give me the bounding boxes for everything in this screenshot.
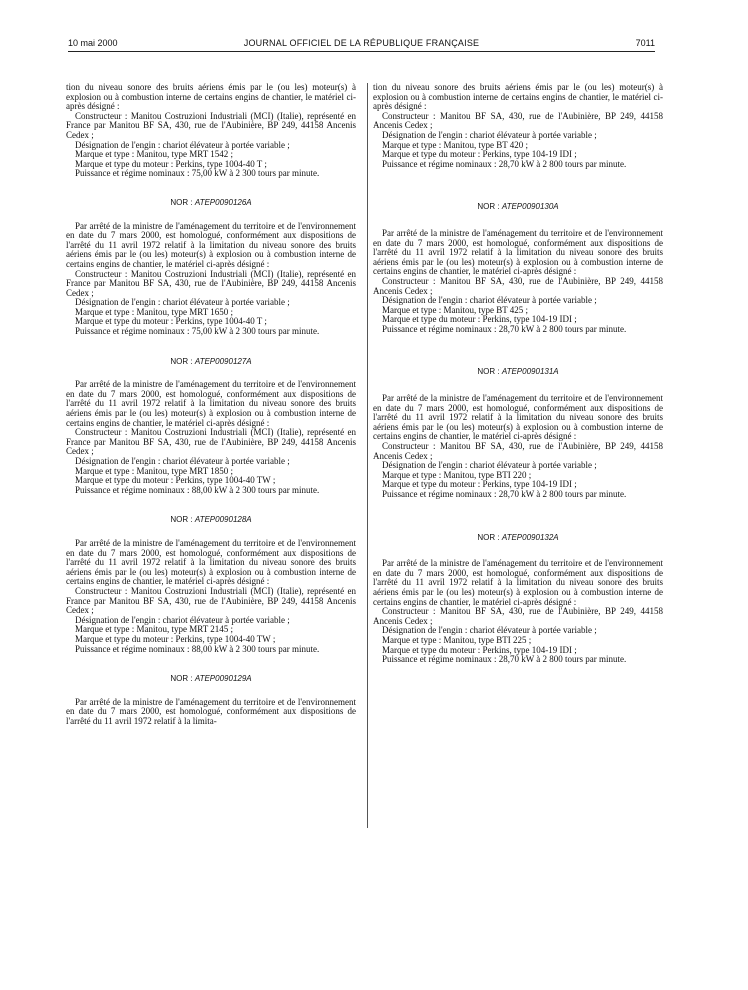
constructeur-line: Constructeur : Manitou Costruzioni Industriali (MCI) (Italie), représenté en France par Manitou BF SA, 430, rue de l'Aubinière, BP 249, 44158 Ancenis Cedex ; xyxy=(66,427,356,457)
marque-type-line: Marque et type : Manitou, type BTI 220 ; xyxy=(382,469,532,480)
arrete-text: Par arrêté de la ministre de l'aménagement du territoire et de l'environnement en date du 7 mars 2000, est homologué, conformément aux dispositions de l'arrêté du 11 avril 1972 relatif à la limitation du niveau sonore des bruits aériens émis par le (ou les) moteur(s) à explosion ou à combustion interne de certains engins de chantier, le matériel ci-après désigné : xyxy=(373,558,663,607)
nor-label: NOR : xyxy=(477,367,500,377)
arrete-text: Par arrêté de la ministre de l'aménagement du territoire et de l'environnement en date du 7 mars 2000, est homologué, conformément aux dispositions de l'arrêté du 11 avril 1972 relatif à la limitation du niveau sonore des bruits aériens émis par le (ou les) moteur(s) à explosion ou à combustion interne de certains engins de chantier, le matériel ci-après désigné : xyxy=(66,220,356,269)
notice-section xyxy=(373,202,663,334)
nor-code: ATEP0090127A xyxy=(194,356,252,366)
marque-type-line: Marque et type : Manitou, type MRT 1650 ; xyxy=(75,306,234,317)
moteur-line: Marque et type du moteur : Perkins, type 1004-40 T ; xyxy=(75,316,267,327)
arrete-text: tion du niveau sonore des bruits aériens émis par le (ou les) moteur(s) à explosion ou à combustion interne de certains engins de chantier, le matériel ci-après désigné : xyxy=(373,82,663,112)
nor-code: ATEP0090130A xyxy=(501,202,559,212)
arrete-text: tion du niveau sonore des bruits aériens émis par le (ou les) moteur(s) à explosion ou à combustion interne de certains engins de chantier, le matériel ci-après désigné : xyxy=(66,82,356,112)
notice-continued xyxy=(373,83,663,169)
marque-type-line: Marque et type : Manitou, type MRT 1542 ; xyxy=(75,149,234,160)
notice-section xyxy=(66,198,356,337)
journal-title: JOURNAL OFFICIEL DE LA RÉPUBLIQUE FRANÇAISE xyxy=(243,38,480,48)
constructeur-line: Constructeur : Manitou Costruzioni Industriali (MCI) (Italie), représenté en France par Manitou BF SA, 430, rue de l'Aubinière, BP 249, 44158 Ancenis Cedex ; xyxy=(66,110,356,140)
nor-code: ATEP0090131A xyxy=(501,367,559,377)
moteur-line: Marque et type du moteur : Perkins, type 104-19 IDI ; xyxy=(382,314,577,325)
nor-code: ATEP0090126A xyxy=(194,197,252,207)
designation-line: Désignation de l'engin : chariot élévateur à portée variable ; xyxy=(382,129,597,140)
marque-type-line: Marque et type : Manitou, type BT 420 ; xyxy=(382,139,529,150)
constructeur-line: Constructeur : Manitou BF SA, 430, rue de l'Aubinière, BP 249, 44158 Ancenis Cedex ; xyxy=(373,441,663,461)
right-column xyxy=(373,83,663,665)
nor-label: NOR : xyxy=(170,674,193,684)
notice-section xyxy=(66,674,356,726)
designation-line: Désignation de l'engin : chariot élévateur à portée variable ; xyxy=(75,614,290,625)
nor-reference xyxy=(66,674,356,684)
nor-label: NOR : xyxy=(477,532,500,542)
designation-line: Désignation de l'engin : chariot élévateur à portée variable ; xyxy=(75,297,290,308)
moteur-line: Marque et type du moteur : Perkins, type 104-19 IDI ; xyxy=(382,149,577,160)
nor-label: NOR : xyxy=(477,202,500,212)
moteur-line: Marque et type du moteur : Perkins, type 104-19 IDI ; xyxy=(382,479,577,490)
nor-reference xyxy=(373,367,663,377)
puissance-line: Puissance et régime nominaux : 75,00 kW à 2 300 tours par minute. xyxy=(75,168,320,179)
column-divider xyxy=(367,83,368,828)
constructeur-line: Constructeur : Manitou BF SA, 430, rue de l'Aubinière, BP 249, 44158 Ancenis Cedex ; xyxy=(373,606,663,626)
nor-label: NOR : xyxy=(170,197,193,207)
notice-section xyxy=(373,367,663,499)
marque-type-line: Marque et type : Manitou, type BTI 225 ; xyxy=(382,634,532,645)
puissance-line: Puissance et régime nominaux : 28,70 kW à 2 800 tours par minute. xyxy=(382,489,627,499)
marque-type-line: Marque et type : Manitou, type BT 425 ; xyxy=(382,304,529,315)
puissance-line: Puissance et régime nominaux : 28,70 kW à 2 800 tours par minute. xyxy=(382,654,627,665)
nor-label: NOR : xyxy=(170,356,193,366)
moteur-line: Marque et type du moteur : Perkins, type 1004-40 TW ; xyxy=(75,475,276,486)
header-date: 10 mai 2000 xyxy=(68,38,118,48)
marque-type-line: Marque et type : Manitou, type MRT 1850 ; xyxy=(75,465,234,476)
puissance-line: Puissance et régime nominaux : 75,00 kW à 2 300 tours par minute. xyxy=(75,326,320,337)
puissance-line: Puissance et régime nominaux : 28,70 kW à 2 800 tours par minute. xyxy=(382,323,627,334)
nor-reference xyxy=(66,198,356,208)
notice-continued xyxy=(66,83,356,179)
arrete-text: Par arrêté de la ministre de l'aménagement du territoire et de l'environnement en date du 7 mars 2000, est homologué, conformément aux dispositions de l'arrêté du 11 avril 1972 relatif à la limitation du niveau sonore des bruits aériens émis par le (ou les) moteur(s) à explosion ou à combustion interne de certains engins de chantier, le matériel ci-après désigné : xyxy=(66,379,356,428)
header-rule xyxy=(68,51,655,52)
puissance-line: Puissance et régime nominaux : 88,00 kW à 2 300 tours par minute. xyxy=(75,484,320,495)
nor-code: ATEP0090128A xyxy=(194,515,252,525)
notice-section xyxy=(66,515,356,654)
notice-section xyxy=(66,357,356,496)
arrete-text: Par arrêté de la ministre de l'aménagement du territoire et de l'environnement en date du 7 mars 2000, est homologué, conformément aux dispositions de l'arrêté du 11 avril 1972 relatif à la limitation du niveau sonore des bruits aériens émis par le (ou les) moteur(s) à explosion ou à combustion interne de certains engins de chantier, le matériel ci-après désigné : xyxy=(373,393,663,442)
puissance-line: Puissance et régime nominaux : 88,00 kW à 2 300 tours par minute. xyxy=(75,643,320,654)
designation-line: Désignation de l'engin : chariot élévateur à portée variable ; xyxy=(75,456,290,466)
nor-label: NOR : xyxy=(170,515,193,525)
page-header xyxy=(68,38,655,52)
arrete-text: Par arrêté de la ministre de l'aménagement du territoire et de l'environnement en date du 7 mars 2000, est homologué, conformément aux dispositions de l'arrêté du 11 avril 1972 relatif à la limitation du niveau sonore des bruits aériens émis par le (ou les) moteur(s) à explosion ou à combustion interne de certains engins de chantier, le matériel ci-après désigné : xyxy=(66,537,356,587)
puissance-line: Puissance et régime nominaux : 28,70 kW à 2 800 tours par minute. xyxy=(382,158,627,169)
designation-line: Désignation de l'engin : chariot élévateur à portée variable ; xyxy=(382,460,597,471)
designation-line: Désignation de l'engin : chariot élévateur à portée variable ; xyxy=(75,139,290,150)
constructeur-line: Constructeur : Manitou BF SA, 430, rue de l'Aubinière, BP 249, 44158 Ancenis Cedex ; xyxy=(373,110,663,131)
nor-reference xyxy=(373,202,663,212)
arrete-text: Par arrêté de la ministre de l'aménagement du territoire et de l'environnement en date du 7 mars 2000, est homologué, conformément aux dispositions de l'arrêté du 11 avril 1972 relatif à la limita- xyxy=(66,696,356,726)
constructeur-line: Constructeur : Manitou Costruzioni Industriali (MCI) (Italie), représenté en France par Manitou BF SA, 430, rue de l'Aubinière, BP 249, 44158 Ancenis Cedex ; xyxy=(66,268,356,298)
designation-line: Désignation de l'engin : chariot élévateur à portée variable ; xyxy=(382,295,597,306)
nor-code: ATEP0090132A xyxy=(501,532,559,542)
notice-section xyxy=(373,533,663,665)
nor-reference xyxy=(66,357,356,367)
constructeur-line: Constructeur : Manitou Costruzioni Industriali (MCI) (Italie), représenté en France par Manitou BF SA, 430, rue de l'Aubinière, BP 249, 44158 Ancenis Cedex ; xyxy=(66,585,356,616)
left-column xyxy=(66,83,356,726)
constructeur-line: Constructeur : Manitou BF SA, 430, rue de l'Aubinière, BP 249, 44158 Ancenis Cedex ; xyxy=(373,275,663,296)
moteur-line: Marque et type du moteur : Perkins, type 1004-40 T ; xyxy=(75,158,267,169)
moteur-line: Marque et type du moteur : Perkins, type 1004-40 TW ; xyxy=(75,633,276,644)
nor-reference xyxy=(66,515,356,525)
nor-reference xyxy=(373,533,663,543)
designation-line: Désignation de l'engin : chariot élévateur à portée variable ; xyxy=(382,625,597,636)
nor-code: ATEP0090129A xyxy=(194,674,252,684)
marque-type-line: Marque et type : Manitou, type MRT 2145 ; xyxy=(75,624,234,635)
page-number: 7011 xyxy=(635,38,655,48)
moteur-line: Marque et type du moteur : Perkins, type 104-19 IDI ; xyxy=(382,644,577,655)
arrete-text: Par arrêté de la ministre de l'aménagement du territoire et de l'environnement en date du 7 mars 2000, est homologué, conformément aux dispositions de l'arrêté du 11 avril 1972 relatif à la limitation du niveau sonore des bruits aériens émis par le (ou les) moteur(s) à explosion ou à combustion interne de certains engins de chantier, le matériel ci-après désigné : xyxy=(373,227,663,277)
